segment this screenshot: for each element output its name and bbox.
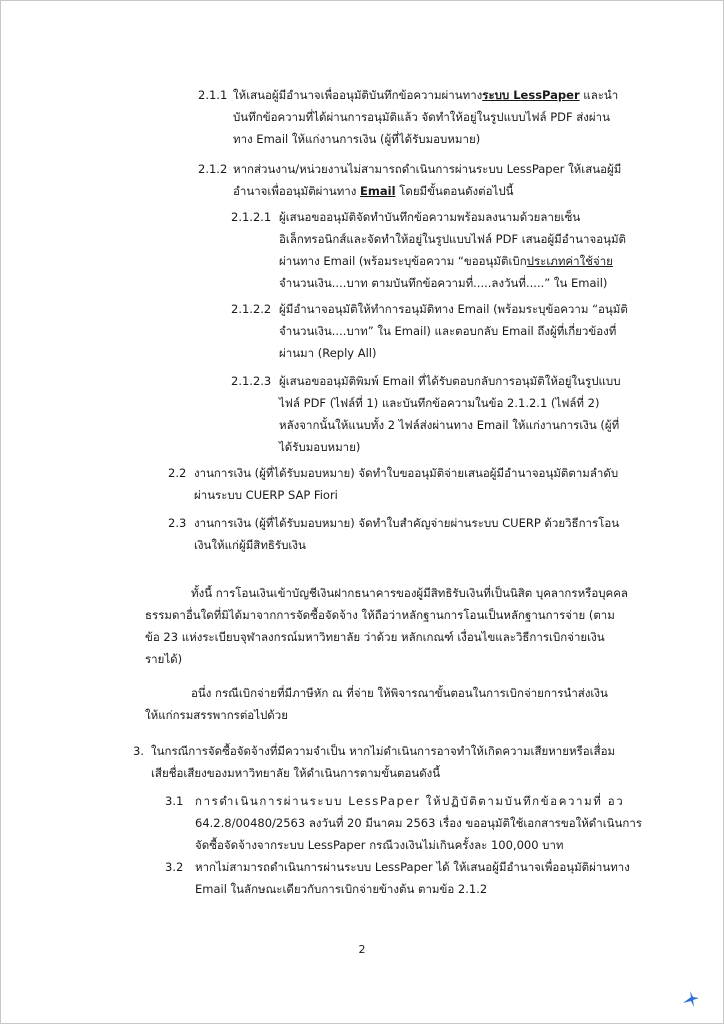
text-line: ผ่านระบบ CUERP SAP Fiori <box>194 488 338 502</box>
item-number: 2.3 <box>168 516 187 530</box>
text-line: ผ่านมา (Reply All) <box>279 346 377 360</box>
item-number: 2.1.1 <box>198 88 228 102</box>
text-line: ข้อ 23 แห่งระเบียบจุฬาลงกรณ์มหาวิทยาลัย ว่าด้วย หลักเกณฑ์ เงื่อนไขและวิธีการเบิกจ่ายเงิน <box>145 630 605 644</box>
item-2-1-2-1 <box>231 206 672 294</box>
item-2-2 <box>168 462 672 506</box>
item-2-3 <box>168 512 672 556</box>
item-2-1-2-3 <box>231 370 672 458</box>
item-2-1-1 <box>198 84 672 150</box>
item-2-1-2 <box>198 158 672 202</box>
bird-watermark-icon <box>680 988 702 1010</box>
text-line: หลังจากนั้นให้แนบทั้ง 2 ไฟล์ส่งผ่านทาง Email ให้แก่งานการเงิน (ผู้ที่ <box>279 418 620 432</box>
text-line: งานการเงิน (ผู้ที่ได้รับมอบหมาย) จัดทำใบขออนุมัติจ่ายเสนอผู้มีอำนาจอนุมัติตามลำดับ <box>194 466 619 480</box>
text-line: อนึ่ง กรณีเบิกจ่ายที่มีภาษีหัก ณ ที่จ่าย ให้พิจารณาขั้นตอนในการเบิกจ่ายการนำส่งเงิน <box>191 686 608 700</box>
text-line: ผู้มีอำนาจอนุมัติให้ทำการอนุมัติทาง Email (พร้อมระบุข้อความ “อนุมัติ <box>279 302 628 316</box>
text-line: ให้แก่กรมสรรพากรต่อไปด้วย <box>145 708 288 722</box>
item-number: 3.2 <box>165 860 184 874</box>
text-line: ในกรณีการจัดซื้อจัดจ้างที่มีความจำเป็น หากไม่ดำเนินการอาจทำให้เกิดความเสียหายหรือเสื่อม <box>151 744 616 758</box>
text-line: หากไม่สามารถดำเนินการผ่านระบบ LessPaper ได้ ให้เสนอผู้มีอำนาจเพื่ออนุมัติผ่านทาง <box>195 860 630 874</box>
text-line: ธรรมดาอื่นใดที่มิได้มาจากการจัดซื้อจัดจ้าง ให้ถือว่าหลักฐานการโอนเป็นหลักฐานการจ่าย (ตาม <box>145 608 615 622</box>
text-line: อำนาจเพื่ออนุมัติผ่านทาง Email โดยมีขั้นตอนดังต่อไปนี้ <box>233 184 514 198</box>
text-line: จัดซื้อจัดจ้างจากระบบ LessPaper กรณีวงเงินไม่เกินครั้งละ 100,000 บาท <box>195 838 564 852</box>
item-3 <box>133 740 672 784</box>
text-line: ผ่านทาง Email (พร้อมระบุข้อความ “ขออนุมัติเบิกประเภทค่าใช้จ่าย <box>279 254 613 268</box>
text-line: เงินให้แก่ผู้มีสิทธิรับเงิน <box>194 538 306 552</box>
text-line: ทาง Email ให้แก่งานการเงิน (ผู้ที่ได้รับมอบหมาย) <box>233 132 481 146</box>
item-number: 2.1.2 <box>198 162 228 176</box>
text-line: หากส่วนงาน/หน่วยงานไม่สามารถดำเนินการผ่านระบบ LessPaper ให้เสนอผู้มี <box>233 162 622 176</box>
page-number: 2 <box>358 943 366 956</box>
text-line: การดำเนินการผ่านระบบ LessPaper ให้ปฏิบัติตามบันทึกข้อความที่ อว <box>195 794 625 808</box>
text-line: อิเล็กทรอนิกส์และจัดทำให้อยู่ในรูปแบบไฟล์ PDF เสนอผู้มีอำนาจอนุมัติ <box>279 232 627 246</box>
item-number: 3.1 <box>165 794 184 808</box>
text-line: 64.2.8/00480/2563 ลงวันที่ 20 มีนาคม 2563 เรื่อง ขออนุมัติใช้เอกสารขอให้ดำเนินการ <box>195 816 642 830</box>
text-line: รายได้) <box>145 652 183 666</box>
text-line: จำนวนเงิน....บาท” ใน Email) และตอบกลับ Email ถึงผู้ที่เกี่ยวข้องที่ <box>279 324 617 338</box>
item-number: 2.2 <box>168 466 187 480</box>
text-line: ผู้เสนอขออนุมัติพิมพ์ Email ที่ได้รับตอบกลับการอนุมัติให้อยู่ในรูปแบบ <box>279 374 621 388</box>
item-3-2 <box>165 856 672 900</box>
text-line: งานการเงิน (ผู้ที่ได้รับมอบหมาย) จัดทำใบสำคัญจ่ายผ่านระบบ CUERP ด้วยวิธีการโอน <box>194 516 620 530</box>
text-line: ทั้งนี้ การโอนเงินเข้าบัญชีเงินฝากธนาคารของผู้มีสิทธิรับเงินที่เป็นนิสิต บุคลากรหรือบุคคล <box>191 586 628 600</box>
item-2-1-2-2 <box>231 298 672 364</box>
text-line: ไฟล์ PDF (ไฟล์ที่ 1) และบันทึกข้อความในข้อ 2.1.2.1 (ไฟล์ที่ 2) <box>279 396 600 410</box>
item-number: 3. <box>133 744 144 758</box>
paragraph-transfer-evidence <box>145 582 672 670</box>
text-line: จำนวนเงิน....บาท ตามบันทึกข้อความที่.....ลงวันที่.....” ใน Email) <box>279 276 608 290</box>
text-line: ได้รับมอบหมาย) <box>279 440 361 454</box>
text-line: เสียชื่อเสียงของมหาวิทยาลัย ให้ดำเนินการตามขั้นตอนดังนี้ <box>151 766 441 780</box>
item-number: 2.1.2.3 <box>231 374 272 388</box>
item-3-1 <box>165 790 672 856</box>
item-number: 2.1.2.2 <box>231 302 272 316</box>
text-line: Email ในลักษณะเดียวกับการเบิกจ่ายข้างต้น ตามข้อ 2.1.2 <box>195 882 488 896</box>
text-line: ให้เสนอผู้มีอำนาจเพื่ออนุมัติบันทึกข้อความผ่านทางระบบ LessPaper และนำ <box>233 88 619 102</box>
paragraph-withholding-tax <box>145 682 672 726</box>
text-line: บันทึกข้อความที่ได้ผ่านการอนุมัติแล้ว จัดทำให้อยู่ในรูปแบบไฟล์ PDF ส่งผ่าน <box>233 110 610 124</box>
text-line: ผู้เสนอขออนุมัติจัดทำบันทึกข้อความพร้อมลงนามด้วยลายเซ็น <box>279 210 581 224</box>
item-number: 2.1.2.1 <box>231 210 272 224</box>
